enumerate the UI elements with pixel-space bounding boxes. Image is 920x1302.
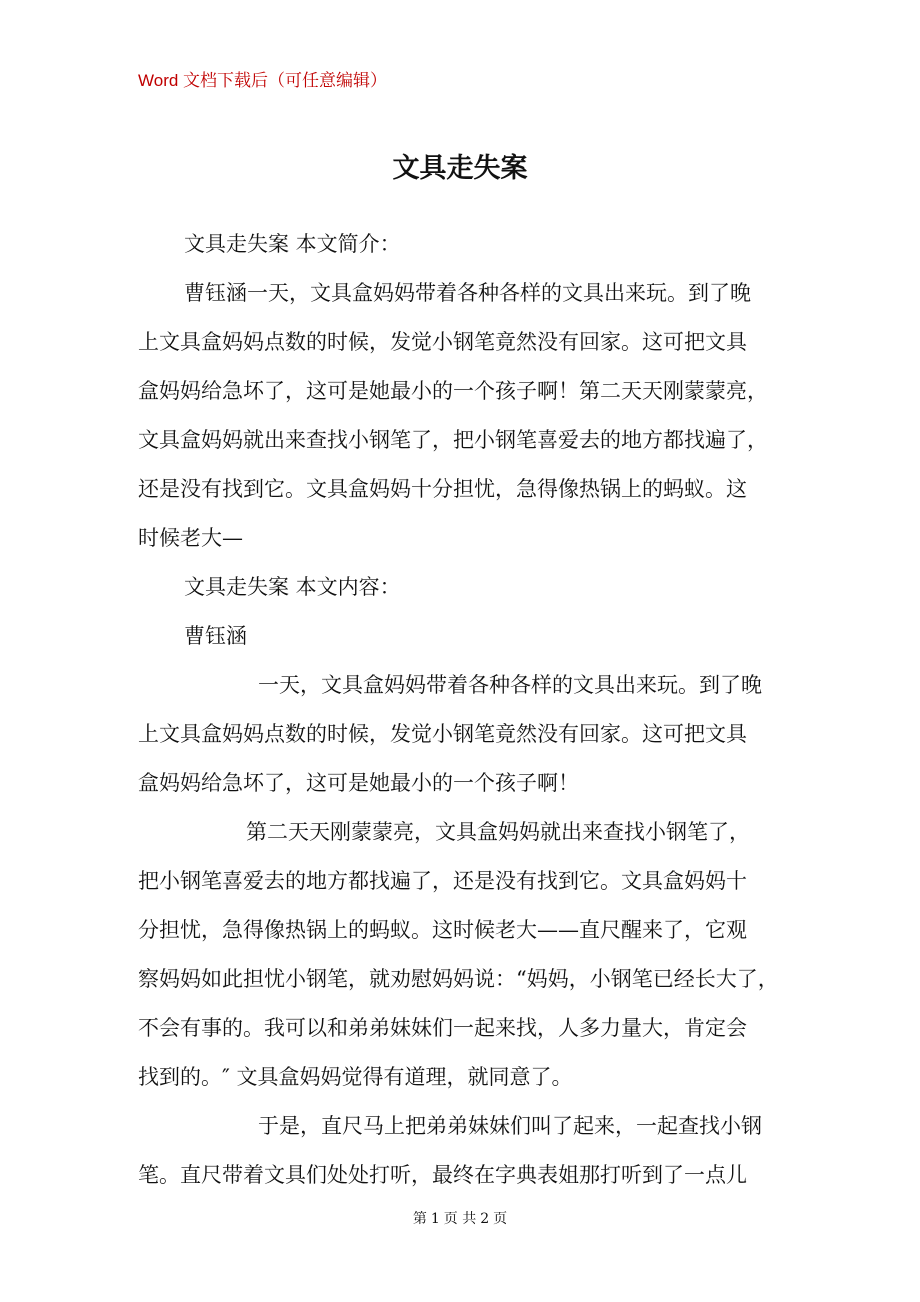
- author-line: 曹钰涵: [184, 624, 247, 648]
- document-body: [138, 220, 788, 1200]
- paragraph-line: 分担忧，急得像热锅上的蚂蚁。这时候老大——直尺醒来了，它观: [138, 918, 747, 942]
- paragraph-line: 察妈妈如此担忧小钢笔，就劝慰妈妈说：“妈妈，小钢笔已经长大了，: [138, 967, 779, 991]
- paragraph-line: 第二天天刚蒙蒙亮，文具盒妈妈就出来查找小钢笔了，: [246, 820, 750, 844]
- paragraph-line: 上文具盒妈妈点数的时候，发觉小钢笔竟然没有回家。这可把文具: [138, 722, 747, 746]
- paragraph-line: 文具盒妈妈就出来查找小钢笔了，把小钢笔喜爱去的地方都找遍了，: [138, 428, 768, 452]
- paragraph-line: 盒妈妈给急坏了，这可是她最小的一个孩子啊！第二天天刚蒙蒙亮，: [138, 379, 768, 403]
- footer-suffix: 页: [493, 1211, 508, 1227]
- paragraph-line: 上文具盒妈妈点数的时候，发觉小钢笔竟然没有回家。这可把文具: [138, 330, 747, 354]
- document-title: 文具走失案: [392, 153, 528, 184]
- paragraph-line: 于是，直尺马上把弟弟妹妹们叫了起来，一起查找小钢: [258, 1114, 762, 1138]
- paragraph-line: 盒妈妈给急坏了，这可是她最小的一个孩子啊！: [138, 771, 579, 795]
- paragraph-line: 笔。直尺带着文具们处处打听，最终在字典表姐那打听到了一点儿: [138, 1163, 747, 1187]
- paragraph-line: 找到的。″ 文具盒妈妈觉得有道理，就同意了。: [138, 1065, 573, 1089]
- footer-prefix: 第: [412, 1211, 427, 1227]
- current-page-number: 1: [430, 1211, 440, 1227]
- page-footer: [0, 1208, 920, 1228]
- content-heading: 文具走失案 本文内容：: [184, 575, 401, 599]
- intro-heading: 文具走失案 本文简介：: [184, 232, 401, 256]
- paragraph-line: 曹钰涵一天，文具盒妈妈带着各种各样的文具出来玩。到了晚: [184, 281, 751, 305]
- paragraph-line: 时候老大—: [138, 526, 243, 550]
- paragraph-line: 把小钢笔喜爱去的地方都找遍了，还是没有找到它。文具盒妈妈十: [138, 869, 747, 893]
- paragraph-line: 不会有事的。我可以和弟弟妹妹们一起来找，人多力量大，肯定会: [138, 1016, 747, 1040]
- paragraph-line: 一天，文具盒妈妈带着各种各样的文具出来玩。到了晚: [258, 673, 762, 697]
- footer-middle: 页 共: [443, 1211, 477, 1227]
- download-note: Word 文档下载后（可任意编辑）: [138, 71, 388, 90]
- total-page-number: 2: [480, 1211, 490, 1227]
- paragraph-line: 还是没有找到它。文具盒妈妈十分担忧，急得像热锅上的蚂蚁。这: [138, 477, 747, 501]
